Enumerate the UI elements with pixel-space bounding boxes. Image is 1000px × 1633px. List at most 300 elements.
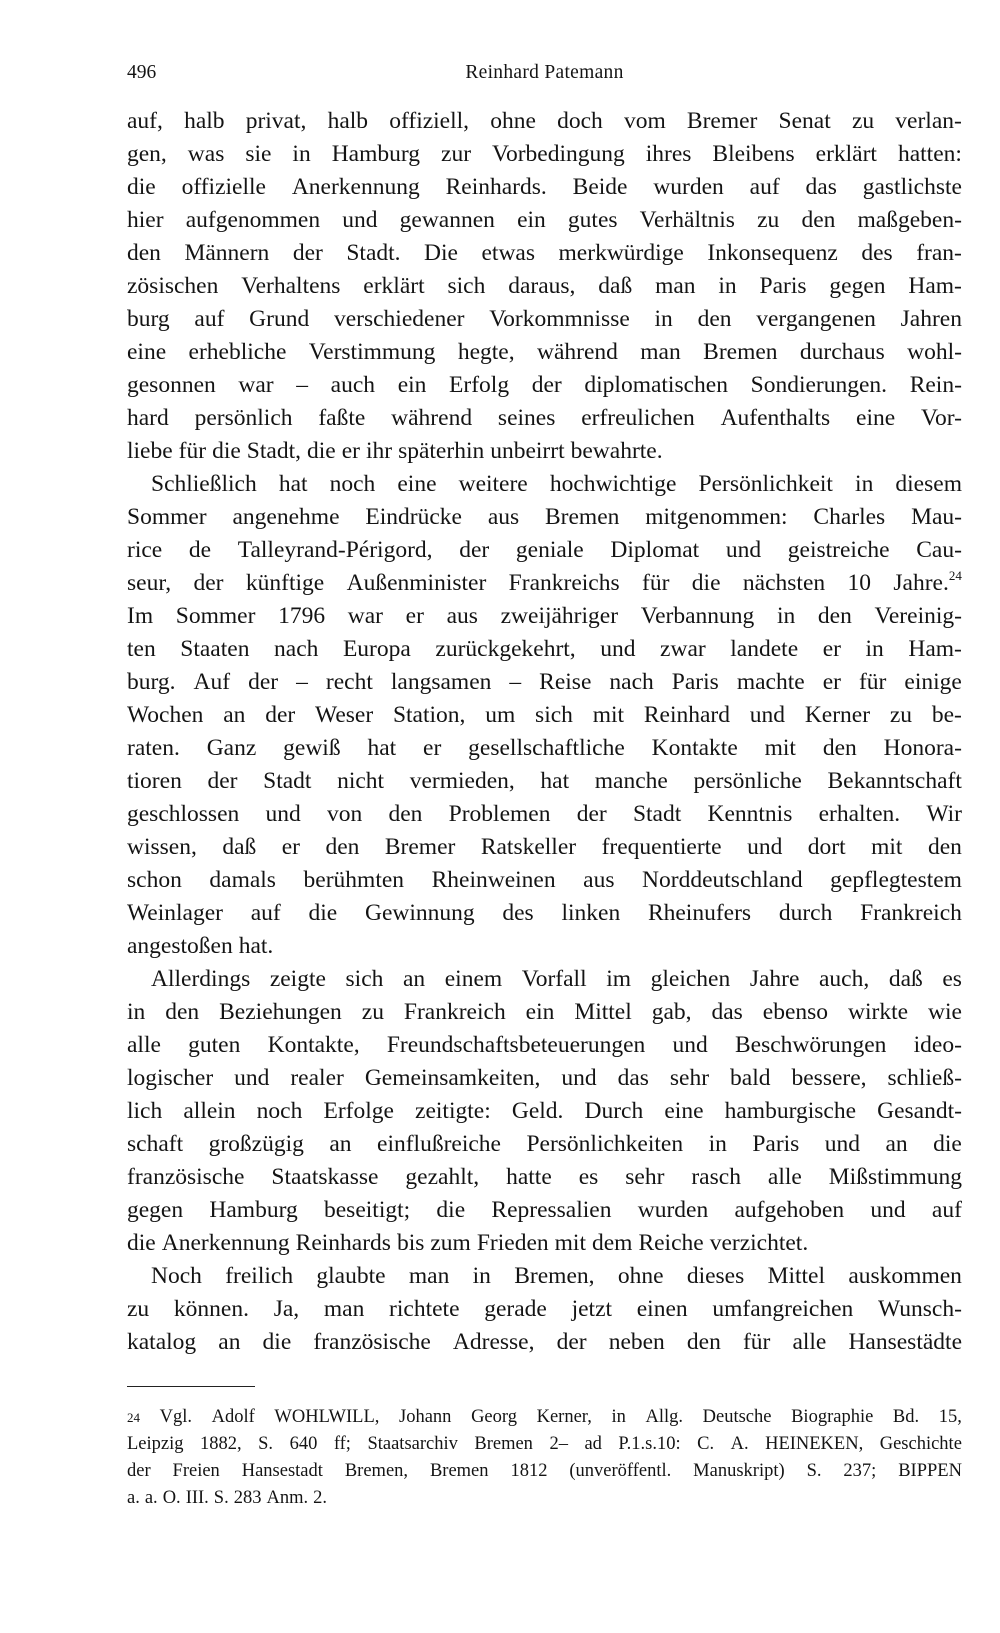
word: für — [642, 570, 670, 596]
word: Allerdings — [151, 966, 251, 992]
word: rasch — [691, 1164, 741, 1190]
word: daß — [222, 834, 257, 860]
word: Geschichte — [879, 1434, 962, 1454]
word: Repressalien — [491, 1197, 612, 1223]
word: und — [342, 207, 378, 233]
word: logischer — [127, 1065, 214, 1091]
word: mit — [554, 1230, 586, 1256]
word: man — [323, 1296, 365, 1322]
body-line — [127, 501, 962, 534]
word: an — [218, 1329, 241, 1355]
body-line — [127, 1128, 962, 1161]
word: in — [855, 471, 874, 497]
word: richtete — [389, 1296, 460, 1322]
word: zeitigte: — [415, 1098, 491, 1124]
word: Reiche — [638, 1230, 704, 1256]
word: sehr — [625, 1164, 665, 1190]
word: sie — [245, 141, 272, 167]
word: sich — [447, 273, 486, 299]
footnotes — [127, 1404, 962, 1512]
word: die — [127, 1230, 156, 1256]
word: Grund — [249, 306, 310, 332]
body-line — [127, 1326, 962, 1359]
word: – — [296, 372, 309, 398]
body-line — [127, 270, 962, 303]
word: an — [329, 1131, 352, 1157]
word: nach — [609, 669, 654, 695]
word: er — [423, 735, 442, 761]
word: halb — [184, 108, 225, 134]
word: Kenntnis — [707, 801, 793, 827]
word: und — [824, 1131, 861, 1157]
word: Freundschaftsbeteuerungen — [386, 1032, 646, 1058]
word: wurden — [653, 174, 724, 200]
word: Vorkommnisse — [489, 306, 630, 332]
word: der — [248, 669, 279, 695]
body-line — [127, 138, 962, 171]
word: machte — [736, 669, 805, 695]
body-line — [127, 468, 962, 501]
word: ihr — [365, 438, 393, 464]
word: wirkte — [848, 999, 909, 1025]
word: zu — [361, 999, 384, 1025]
word: Hamburg — [209, 1197, 298, 1223]
word: wie — [928, 999, 962, 1025]
word: Hamburg — [331, 141, 421, 167]
word: Staatskasse — [271, 1164, 379, 1190]
word: zu — [127, 1296, 150, 1322]
word: gutes — [567, 207, 618, 233]
word: Staaten — [180, 636, 250, 662]
word: Außenminister — [346, 570, 487, 596]
body-line — [127, 369, 962, 402]
word: geschlossen — [127, 801, 240, 827]
word: wohl- — [907, 339, 962, 365]
word: zur — [441, 141, 472, 167]
word: des — [861, 240, 893, 266]
word: eine — [397, 471, 437, 497]
word: mitgenommen: — [645, 504, 788, 530]
word: und — [725, 537, 762, 563]
word: langsamen — [390, 669, 492, 695]
word: Auf — [193, 669, 231, 695]
word: den — [127, 240, 161, 266]
word: ebenso — [762, 999, 829, 1025]
word: großzügig — [208, 1131, 304, 1157]
word: liebe — [127, 438, 173, 464]
word: Wochen — [127, 702, 204, 728]
word: an — [223, 702, 246, 728]
word: wurden — [637, 1197, 709, 1223]
word: von — [326, 801, 363, 827]
word: zwar — [660, 636, 706, 662]
word: Persönlichkeit — [698, 471, 833, 497]
word: noch — [329, 471, 376, 497]
word: Sondierungen. — [750, 372, 888, 398]
word: gepflegtestem — [830, 867, 962, 893]
word: Cau- — [916, 537, 962, 563]
word: – — [509, 669, 522, 695]
word: angenehme — [232, 504, 340, 530]
word: durch — [778, 900, 833, 926]
word: rice — [127, 537, 163, 563]
word: Bremen, — [514, 1263, 595, 1289]
body-text — [127, 105, 962, 1359]
word: Senat — [778, 108, 831, 134]
word: Ratskeller — [480, 834, 577, 860]
word: ein — [525, 999, 555, 1025]
word: was — [187, 141, 225, 167]
word: gab, — [651, 999, 692, 1025]
word: Weinlager — [127, 900, 223, 926]
word: Mau- — [911, 504, 962, 530]
word: realer — [290, 1065, 344, 1091]
word: erhebliche — [188, 339, 287, 365]
page-number: 496 — [127, 62, 157, 83]
word: persönliche — [693, 768, 802, 794]
word: Talleyrand-Périgord, — [237, 537, 433, 563]
word: um — [485, 702, 516, 728]
word: privat, — [245, 108, 307, 134]
body-line — [127, 435, 962, 468]
word: Anerkennung — [291, 174, 420, 200]
word: der — [207, 768, 238, 794]
word: 1882, — [200, 1434, 242, 1454]
word: Paris — [752, 1131, 800, 1157]
word: zu — [757, 207, 780, 233]
word: Charles — [813, 504, 886, 530]
word: den — [927, 834, 962, 860]
body-line — [127, 237, 962, 270]
word: katalog — [127, 1329, 197, 1355]
word: halb — [327, 108, 369, 134]
word: vergangenen — [756, 306, 876, 332]
word: verschiedener — [333, 306, 465, 332]
word: Biographie — [791, 1407, 874, 1427]
word: man — [408, 1263, 450, 1289]
word: Paris — [671, 669, 719, 695]
word: während — [391, 405, 473, 431]
word: Bremen — [474, 1434, 533, 1454]
word: frequentierte — [601, 834, 722, 860]
word: in — [776, 603, 796, 629]
word: Aufenthalts — [720, 405, 831, 431]
word: aus — [487, 504, 520, 530]
word: linken — [561, 900, 621, 926]
word: für — [178, 438, 207, 464]
word: auf — [194, 306, 225, 332]
word: angestoßen — [127, 933, 233, 959]
word: 640 — [289, 1434, 318, 1454]
word: Stadt — [263, 768, 312, 794]
word: Beide — [572, 174, 628, 200]
word: Hansestädte — [848, 1329, 962, 1355]
body-line — [127, 897, 962, 930]
word: S. — [258, 1434, 274, 1454]
word: bessere, — [791, 1065, 867, 1091]
word: unbeirrt — [490, 438, 565, 464]
footnote-line — [127, 1458, 962, 1485]
word: BIPPEN — [898, 1461, 962, 1481]
word: Adresse, — [452, 1329, 535, 1355]
word: hat — [278, 471, 308, 497]
word: schließ- — [887, 1065, 962, 1091]
word: Rheinufers — [647, 900, 752, 926]
word: an — [885, 1131, 908, 1157]
word: bis — [396, 1230, 425, 1256]
word: hamburgische — [724, 1098, 857, 1124]
word: daß — [598, 273, 633, 299]
word: das — [805, 174, 837, 200]
word: Jahren — [900, 306, 962, 332]
word: einflußreiche — [377, 1131, 501, 1157]
word: Kerner — [804, 702, 871, 728]
body-line — [127, 600, 962, 633]
word: ad — [584, 1434, 602, 1454]
word: und — [265, 801, 301, 827]
word: Bremen — [703, 339, 778, 365]
word: Erfolg — [449, 372, 510, 398]
body-line — [127, 1194, 962, 1227]
word: den — [325, 834, 360, 860]
word: Beschwörungen — [735, 1032, 887, 1058]
word: auf, — [127, 108, 163, 134]
word: guten — [188, 1032, 241, 1058]
word: die — [691, 570, 721, 596]
word: Jahre.$^{24}$ — [893, 568, 962, 596]
word: Johann — [399, 1407, 452, 1427]
word: eine — [127, 339, 167, 365]
footnote-reference: 24 — [948, 568, 962, 583]
word: a. — [144, 1488, 158, 1508]
word: der — [556, 1329, 587, 1355]
body-line — [127, 171, 962, 204]
body-line — [127, 336, 962, 369]
word: Verbannung — [640, 603, 755, 629]
word: Bleibens — [712, 141, 795, 167]
word: A. — [730, 1434, 749, 1454]
word: und — [561, 1065, 597, 1091]
word: jetzt — [571, 1296, 613, 1322]
word: im — [606, 966, 632, 992]
word: nach — [274, 636, 319, 662]
word: einem — [444, 966, 503, 992]
word: es — [578, 1164, 599, 1190]
word: Sommer — [175, 603, 256, 629]
word: künftige — [245, 570, 325, 596]
body-line — [127, 996, 962, 1029]
word: 2– — [549, 1434, 568, 1454]
word: durchaus — [799, 339, 885, 365]
word: die — [308, 900, 338, 926]
word: Ja, — [273, 1296, 300, 1322]
word: offizielle — [181, 174, 266, 200]
word: Freien — [172, 1461, 220, 1481]
word: alle — [767, 1164, 802, 1190]
word: gesellschaftliche — [468, 735, 625, 761]
body-line — [127, 1161, 962, 1194]
word: hochwichtige — [549, 471, 677, 497]
word: seur, — [127, 570, 172, 596]
word: Mittel — [767, 1263, 826, 1289]
word: lich — [127, 1098, 163, 1124]
word: merkwürdige — [558, 240, 684, 266]
word: zeigte — [269, 966, 326, 992]
word: freilich — [225, 1263, 294, 1289]
word: Noch — [151, 1263, 202, 1289]
word: Persönlichkeiten — [526, 1131, 684, 1157]
word: Reinhards — [295, 1230, 391, 1256]
word: gleichen — [650, 966, 731, 992]
word: gewiß — [283, 735, 341, 761]
body-line — [127, 1260, 962, 1293]
word: für — [858, 669, 887, 695]
word: Erfolge — [323, 1098, 394, 1124]
word: etwas — [481, 240, 536, 266]
word: war — [238, 372, 274, 398]
word: Anm. — [266, 1488, 309, 1508]
word: allein — [183, 1098, 236, 1124]
word: – — [296, 669, 308, 695]
word: gastlichste — [862, 174, 962, 200]
word: daß — [888, 966, 923, 992]
word: fran- — [916, 240, 962, 266]
word: Wunsch- — [878, 1296, 962, 1322]
word: 283 — [233, 1488, 262, 1508]
word: doch — [557, 108, 603, 134]
word: Vorfall — [521, 966, 587, 992]
word: Sommer — [127, 504, 207, 530]
word: Frankreichs — [508, 570, 620, 596]
word: dem — [591, 1230, 633, 1256]
word: Kerner, — [536, 1407, 592, 1427]
word: er — [341, 438, 360, 464]
body-line — [127, 1029, 962, 1062]
word: maßgeben- — [857, 207, 962, 233]
word: Inkonsequenz — [707, 240, 838, 266]
word: hat — [367, 735, 397, 761]
word: Vorbedingung — [492, 141, 625, 167]
word: Adolf — [211, 1407, 255, 1427]
body-line — [127, 930, 962, 963]
word: und — [749, 702, 786, 728]
word: das — [617, 1065, 649, 1091]
word: Leipzig — [127, 1434, 184, 1454]
word: ff; — [333, 1434, 351, 1454]
word: ein — [517, 207, 546, 233]
word: ideo- — [913, 1032, 962, 1058]
footnote-number: 24 — [127, 1410, 140, 1425]
word: burg — [127, 306, 170, 332]
word: Verhältnis — [639, 207, 735, 233]
word: Ganz — [206, 735, 257, 761]
word: nicht — [337, 768, 385, 794]
body-line — [127, 1227, 962, 1260]
word: hat — [540, 768, 570, 794]
word: er — [822, 669, 841, 695]
word: Frieden — [476, 1230, 549, 1256]
word: aufgehoben — [734, 1197, 845, 1223]
word: Problemen — [448, 801, 551, 827]
word: Ham- — [908, 636, 962, 662]
word: Bekanntschaft — [827, 768, 962, 794]
word: Kontakte, — [267, 1032, 360, 1058]
page-header — [127, 58, 962, 88]
word: 1796 — [278, 603, 326, 629]
word: und — [672, 1032, 708, 1058]
word: sich — [345, 966, 384, 992]
word: man — [655, 273, 696, 299]
word: und — [747, 834, 783, 860]
word: zu — [851, 108, 875, 134]
word: hegte, — [457, 339, 515, 365]
body-line — [127, 963, 962, 996]
word: einige — [904, 669, 962, 695]
word: vom — [623, 108, 666, 134]
word: Bd. — [892, 1407, 920, 1427]
word: Reinhard — [643, 702, 730, 728]
word: der — [531, 372, 562, 398]
word: Gesandt- — [877, 1098, 962, 1124]
word: a. — [127, 1488, 140, 1508]
word: Eindrücke — [365, 504, 462, 530]
word: manche — [594, 768, 668, 794]
word: hatten: — [897, 141, 962, 167]
word: ihres — [645, 141, 692, 167]
word: auf — [931, 1197, 962, 1223]
body-line — [127, 864, 962, 897]
word: offiziell, — [389, 108, 470, 134]
word: burg. — [127, 669, 176, 695]
word: Bremer — [384, 834, 456, 860]
footnote-line — [127, 1431, 962, 1458]
word: neben — [608, 1329, 665, 1355]
word: Schließlich — [151, 471, 257, 497]
word: Staatsarchiv — [367, 1434, 458, 1454]
word: hat. — [238, 933, 274, 959]
word: Im — [127, 603, 154, 629]
word: de — [188, 537, 212, 563]
word: die — [933, 1131, 962, 1157]
word: gezahlt, — [405, 1164, 480, 1190]
word: glaubte — [316, 1263, 386, 1289]
word: Ham- — [908, 273, 962, 299]
word: auch — [330, 372, 376, 398]
word: gesonnen — [127, 372, 216, 398]
word: WOHLWILL, — [274, 1407, 380, 1427]
body-line — [127, 1062, 962, 1095]
word: dieses — [686, 1263, 745, 1289]
word: mit — [764, 735, 796, 761]
word: auch, — [819, 966, 870, 992]
word: Anerkennung — [161, 1230, 290, 1256]
word: Frankreich — [403, 999, 506, 1025]
word: noch — [256, 1098, 303, 1124]
word: C. — [697, 1434, 715, 1454]
footnote-divider — [127, 1386, 255, 1387]
word: französische — [127, 1164, 245, 1190]
word: faßte — [318, 405, 366, 431]
word: und — [870, 1197, 906, 1223]
word: bewahrte. — [570, 438, 663, 464]
word: die — [306, 438, 336, 464]
word: Rein- — [909, 372, 962, 398]
word: mit — [592, 702, 625, 728]
word: Bremen — [545, 504, 620, 530]
word: 237; — [843, 1461, 877, 1481]
word: den — [817, 603, 852, 629]
word: gegen — [127, 1197, 184, 1223]
